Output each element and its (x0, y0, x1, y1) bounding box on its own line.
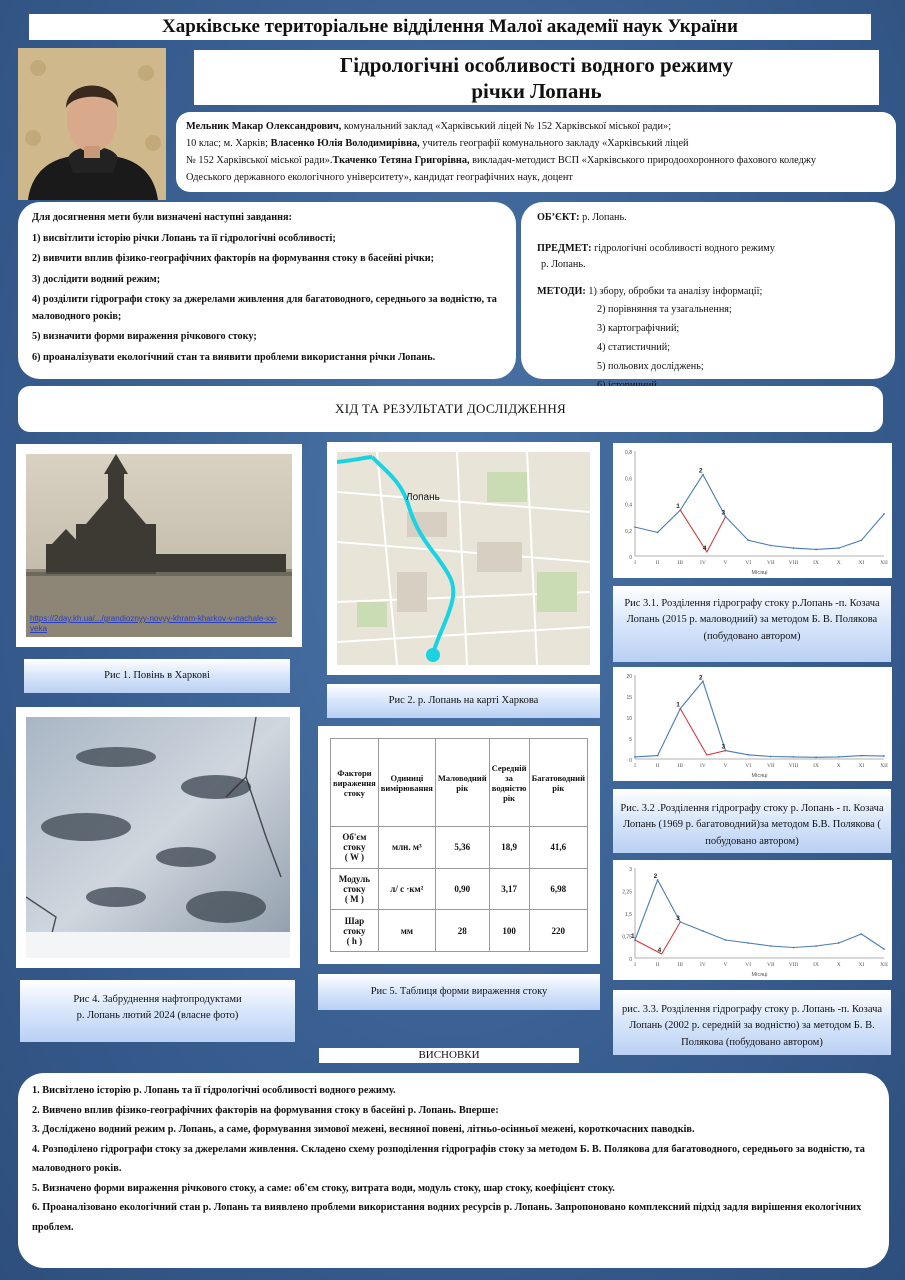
data-point (793, 947, 795, 949)
x-tick-label: X (836, 560, 841, 566)
data-point (634, 526, 636, 528)
data-point (883, 755, 885, 757)
x-tick-label: XI (858, 962, 865, 968)
x-tick-label: II (655, 763, 660, 769)
data-point (815, 756, 817, 758)
hydrograph-svg (613, 860, 892, 980)
data-point (860, 539, 862, 541)
data-point (838, 756, 840, 758)
hydrograph-svg (613, 443, 892, 578)
y-tick-label: 10 (626, 716, 632, 722)
title-line-1: Гідрологічні особливості водного режиму (339, 53, 734, 77)
table-header: Фактори вираження стоку (331, 739, 379, 827)
data-point (793, 547, 795, 549)
data-point (747, 539, 749, 541)
data-point (860, 933, 862, 935)
supervisor-2-role: викладач-методист ВСП «Харківського природоохоронного фахового коледжу (469, 155, 817, 166)
author-class: 10 клас; м. Харків; (186, 138, 271, 149)
x-tick-label: XI (858, 763, 865, 769)
tasks-panel (18, 202, 516, 379)
conclusions-header: ВИСНОВКИ (319, 1048, 579, 1063)
table-cell: ( h ) (346, 935, 363, 946)
x-tick-label: V (723, 962, 728, 968)
x-tick-label: XII (880, 560, 888, 566)
table-cell: 0,90 (454, 883, 471, 894)
x-tick-label: X (836, 763, 841, 769)
figure-2-map (327, 442, 600, 675)
poster-title (194, 50, 879, 105)
figure-4-pollution-photo (16, 707, 300, 968)
task-item: 3) дослідити водний режим; (32, 273, 161, 285)
x-tick-label: I (634, 763, 636, 769)
runoff-forms-table (330, 738, 588, 952)
method-item: 3) картографічний; (597, 323, 680, 334)
x-tick-label: II (655, 962, 660, 968)
figure-1-caption: Рис 1. Повінь в Харкові (24, 659, 290, 693)
table-cell: ( M ) (344, 893, 364, 904)
separation-point-label: 2 (698, 467, 703, 475)
x-tick-label: VI (745, 962, 752, 968)
figure-4-caption (20, 980, 295, 1042)
data-point (815, 945, 817, 947)
task-item: 2) вивчити вплив фізико-географічних факторів на формування стоку в басейні річки; (32, 253, 434, 264)
conclusion-item: 3. Досліджено водний режим р. Лопань, а саме, формування зимової межені, весняної повені, літньо-осінньої межені, короткочасних паводків. (32, 1124, 695, 1135)
figure-3-1-caption: Рис 3.1. Розділення гідрографу стоку р.Лопань -п. Козача Лопань (2015 р. маловодний) за методом Б. В. Полякова (побудовано автором) (613, 586, 891, 662)
table-cell: млн. м³ (391, 842, 422, 853)
subject-label: ПРЕДМЕТ: (537, 242, 592, 254)
author-name: Мельник Макар Олександрович, (186, 121, 342, 132)
object-subject-methods-panel (521, 202, 895, 379)
y-tick-label: 0 (629, 555, 632, 561)
x-tick-label: IX (813, 763, 819, 769)
supervisor-2-name: Ткаченко Тетяна Григорівна, (332, 155, 470, 166)
data-point (747, 942, 749, 944)
data-point (702, 930, 704, 932)
task-item: 1) висвітлити історію річки Лопань та її гідрологічні особливості; (32, 232, 336, 244)
x-tick-label: I (634, 962, 636, 968)
y-tick-label: 15 (626, 695, 632, 701)
table-cell: 41,6 (550, 842, 567, 853)
task-item: 5) визначити форми вираження річкового стоку; (32, 331, 257, 342)
separation-point-label: 3 (721, 743, 726, 751)
method-item: 1) зборy, обробки та аналізу інформації; (588, 285, 763, 297)
source-link[interactable]: https://2day.kh.ua/.../grandioznyy-novyy-khram-kharkov-v-nachale-xx-veka (30, 614, 277, 633)
data-point (657, 755, 659, 757)
method-item: 4) статистичний; (597, 342, 671, 353)
table-header: Одиниці вимірювання (378, 739, 435, 827)
subject-value-cont: р. Лопань. (541, 259, 586, 270)
flood-photo (26, 454, 292, 637)
separation-point-label: 2 (653, 873, 658, 880)
table-cell: ( W ) (344, 852, 365, 863)
y-tick-label: 0,2 (625, 528, 632, 535)
task-item: 6) проаналізувати екологічний стан та виявити проблеми використання річки Лопань. (32, 351, 436, 363)
series-line (635, 475, 884, 550)
x-tick-label: I (634, 560, 636, 566)
data-point (770, 945, 772, 947)
table-cell: 3,17 (501, 883, 517, 894)
figure-3-2-caption: Рис. 3.2 .Розділення гідрографу стоку р. Лопань - п. Козача Лопань (1969 р. багатоводний)за методом Б.В. Полякова ( побудовано автором) (613, 789, 891, 853)
authors-block (176, 112, 896, 192)
conclusion-item: 5. Визначено форми вираження річкового стоку, а саме: об'єм стоку, витрата води, модуль стоку, шар стоку, коефіцієнт стоку. (32, 1182, 615, 1194)
table-cell: 18,9 (501, 842, 517, 853)
data-point (838, 547, 840, 549)
separation-point-label: 1 (676, 701, 680, 709)
x-tick-label: VI (745, 560, 752, 566)
y-tick-label: 0 (629, 957, 632, 963)
series-line (635, 880, 884, 949)
data-point (770, 545, 772, 547)
x-tick-label: II (655, 560, 660, 566)
x-tick-label: VII (766, 560, 775, 566)
figure-3-3-caption: рис. 3.3. Розділення гідрографу стоку р. Лопань -п. Козача Лопань (2002 р. середній за водністю) за методом Б. В. Полякова (побудовано автором) (613, 990, 891, 1055)
separation-point-label: 3 (676, 915, 680, 922)
runoff-forms-table-container (318, 726, 600, 964)
x-tick-label: XII (880, 962, 888, 968)
method-item: 2) порівняння та узагальнення; (597, 304, 732, 315)
x-tick-label: IV (700, 560, 706, 566)
data-point (657, 531, 659, 533)
x-axis-label: Місяці (751, 773, 768, 779)
supervisor-1-role: учитель географії комунального закладу «Харківський ліцей (419, 138, 689, 149)
x-tick-label: III (677, 763, 684, 769)
x-tick-label: III (677, 962, 684, 968)
x-tick-label: IV (700, 763, 706, 769)
table-cell: 220 (551, 925, 566, 936)
hydrograph-chart-1969 (613, 667, 892, 781)
y-tick-label: 0,4 (625, 502, 632, 509)
table-cell: л/ с ·км² (390, 883, 424, 894)
x-tick-label: IV (700, 962, 706, 968)
x-tick-label: VIII (788, 763, 799, 769)
conclusion-item: 2. Вивчено вплив фізико-географічних факторів на формування стоку в басейні р. Лопань. Вперше: (32, 1104, 499, 1116)
conclusions-panel (18, 1073, 889, 1268)
x-tick-label: XII (880, 763, 888, 769)
methods-label: МЕТОДИ: (537, 285, 586, 297)
figure-5-caption: Рис 5. Таблиця форми вираження стоку (318, 974, 600, 1010)
figure-2-caption: Рис 2. р. Лопань на карті Харкова (327, 684, 600, 718)
hydrograph-chart-2002 (613, 860, 892, 980)
data-point (634, 756, 636, 758)
y-tick-label: 5 (629, 737, 632, 743)
hydrograph-svg (613, 667, 892, 781)
table-cell: Модуль стоку (338, 873, 371, 894)
separation-point-label: 4 (657, 947, 662, 954)
separation-line (680, 709, 725, 755)
separation-point-label: 2 (698, 674, 703, 682)
kharkiv-map (337, 452, 590, 665)
figure-1-flood-photo (16, 444, 302, 647)
supervisor-1-name: Власенко Юлія Володимирівна, (270, 138, 420, 149)
figure-4-caption-line1: Рис 4. Забруднення нафтопродуктами (73, 994, 242, 1005)
x-tick-label: IX (813, 560, 819, 566)
data-point (860, 755, 862, 757)
table-cell: Об'єм стоку (342, 832, 367, 853)
y-tick-label: 0,8 (625, 450, 632, 456)
x-tick-label: IX (813, 962, 819, 968)
x-tick-label: VIII (788, 962, 799, 968)
y-tick-label: 0,75 (622, 934, 632, 941)
hydrograph-chart-2015 (613, 443, 892, 578)
table-header: Середній за водністю рік (489, 739, 529, 827)
school-name-end: № 152 Харківської міської ради». (186, 155, 333, 166)
author-school: комунальний заклад «Харківський ліцей № 152 Харківської міської ради»; (341, 121, 672, 132)
data-point (815, 549, 817, 551)
y-tick-label: 2,25 (622, 889, 632, 896)
title-line-2: річки Лопань (471, 79, 602, 103)
section-title: ХІД ТА РЕЗУЛЬТАТИ ДОСЛІДЖЕННЯ (18, 386, 883, 432)
separation-point-label: 1 (631, 933, 635, 940)
separation-point-label: 1 (676, 503, 680, 511)
task-item: 4) розділити гідрографи стоку за джерелами живлення для багатоводного, середнього за водністю, та маловодного років; (32, 294, 497, 322)
x-tick-label: XI (858, 560, 865, 566)
table-row (331, 910, 588, 952)
x-tick-label: VII (766, 962, 775, 968)
x-tick-label: III (677, 560, 684, 566)
x-tick-label: V (723, 560, 728, 566)
author-photo (18, 48, 166, 200)
organization-banner: Харківське територіальне відділення Малої академії наук України (29, 14, 871, 40)
table-cell: 28 (457, 925, 467, 936)
separation-point-label: 3 (721, 509, 726, 517)
table-cell: 5,36 (454, 842, 471, 853)
separation-point-label: 4 (702, 545, 707, 552)
object-value: р. Лопань. (579, 212, 627, 223)
x-tick-label: X (836, 962, 841, 968)
table-cell: 100 (502, 925, 516, 936)
table-header: Маловодний рік (435, 739, 489, 827)
data-point (793, 756, 795, 758)
y-tick-label: 0,6 (625, 476, 632, 483)
y-tick-label: 3 (629, 867, 632, 873)
series-line (635, 681, 884, 757)
data-point (770, 756, 772, 758)
x-tick-label: VII (766, 763, 775, 769)
x-tick-label: V (723, 763, 728, 769)
subject-value: гідрологічні особливості водного режиму (591, 242, 775, 254)
supervisor-2-affiliation: Одеського державного екологічного університету», кандидат географічних наук, доцент (186, 172, 573, 183)
x-axis-label: Місяці (751, 570, 768, 576)
table-row (331, 868, 588, 910)
y-tick-label: 0 (629, 758, 632, 764)
table-header: Багатоводний рік (529, 739, 587, 827)
x-axis-label: Місяці (751, 972, 768, 978)
y-tick-label: 20 (626, 674, 632, 680)
y-tick-label: 1,5 (625, 912, 632, 918)
table-cell: мм (400, 925, 413, 936)
table-cell: Шар стоку (343, 915, 366, 936)
data-point (883, 513, 885, 515)
method-item: 5) польових досліджень; (597, 361, 704, 372)
oil-pollution-photo (26, 717, 290, 958)
figure-4-caption-line2: р. Лопань лютий 2024 (власне фото) (76, 1010, 239, 1022)
x-tick-label: VI (745, 763, 752, 769)
map-river-label: Лопань (406, 492, 440, 503)
object-label: ОБ’ЄКТ: (537, 212, 580, 223)
conclusion-item: 4. Розподілено гідрографи стоку за джерелами живлення. Складено схему розподілення гідрографів стоку за методом Б. В. Полякова для багатоводного, середнього за водністю, та маловодного років. (32, 1143, 865, 1174)
conclusion-item: 1. Висвітлено історію р. Лопань та її гідрологічні особливості водного режиму. (32, 1085, 396, 1096)
data-point (883, 948, 885, 950)
data-point (838, 942, 840, 944)
conclusion-item: 6. Проаналізовано екологічний стан р. Лопань та виявлено проблеми використання водних ресурсів р. Лопань. Запропоновано комплексний підхід задля вирішення екологічних проблем. (32, 1202, 862, 1233)
table-row (331, 827, 588, 869)
data-point (725, 939, 727, 941)
table-cell: 6,98 (550, 883, 567, 894)
tasks-intro: Для досягнення мети були визначені наступні завдання: (32, 212, 292, 223)
data-point (747, 754, 749, 756)
x-tick-label: VIII (788, 560, 799, 566)
